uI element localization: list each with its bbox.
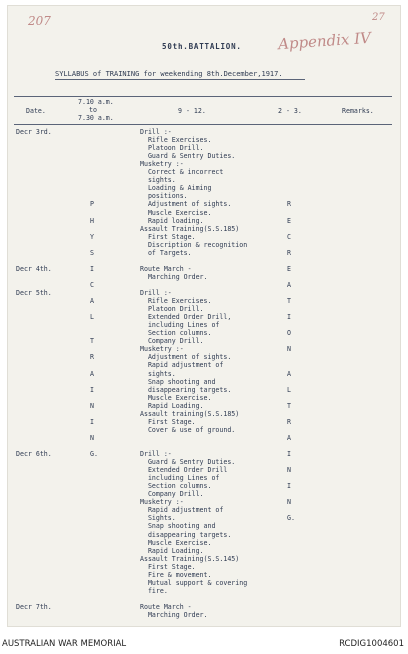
- title-underline: [55, 79, 305, 80]
- col-header-time-end: 7.30 a.m.: [78, 114, 114, 122]
- table-header-rule: [14, 124, 392, 125]
- handwritten-folio-right: 27: [372, 12, 385, 23]
- row-entry: Muscle Exercise.: [140, 393, 212, 402]
- row-entry: Snap shooting and: [140, 522, 216, 531]
- row-entry: Drill :-: [140, 450, 172, 458]
- row-entry: Sights.: [140, 514, 176, 523]
- row-entry: Drill :-: [140, 289, 172, 297]
- row-entry: including Lines of: [140, 474, 220, 483]
- row-entry: Fire & movement.: [140, 570, 212, 579]
- col-header-time-start: 7.10 a.m.: [78, 98, 114, 106]
- row-right-word: G.: [287, 514, 295, 523]
- row-right-word: I: [287, 313, 291, 322]
- row-entry: Marching Order.: [140, 272, 208, 281]
- row-side-word: N: [90, 401, 94, 410]
- row-entry: Muscle Exercise.: [140, 208, 212, 217]
- row-date: Decr 3rd.: [16, 128, 52, 136]
- row-entry: Rapid loading.: [140, 216, 204, 225]
- row-right-word: E: [287, 216, 291, 225]
- row-entry: Musketry :-: [140, 345, 184, 354]
- archive-footer: [0, 630, 408, 654]
- row-right-word: I: [287, 450, 291, 458]
- row-side-word: C: [90, 280, 94, 289]
- row-entry: Route March -: [140, 602, 192, 611]
- handwritten-folio-left: 207: [28, 14, 51, 28]
- row-entry: Rapid Loading.: [140, 546, 204, 555]
- row-entry: Guard & Sentry Duties.: [140, 152, 236, 161]
- row-date: Decr 5th.: [16, 289, 52, 297]
- footer-record-id: RCDIG1004601: [339, 639, 404, 649]
- row-side-word: L: [90, 313, 94, 322]
- col-header-date: Date.: [26, 107, 46, 115]
- row-side-word: I: [90, 417, 94, 426]
- row-right-word: R: [287, 248, 291, 257]
- row-entry: Loading & Aiming: [140, 184, 212, 193]
- row-side-word: R: [90, 353, 94, 362]
- row-right-word: N: [287, 345, 291, 354]
- row-right-word: E: [287, 264, 291, 273]
- row-entry: Cover & use of ground.: [140, 425, 236, 434]
- row-side-word: A: [90, 369, 94, 378]
- row-right-word: C: [287, 232, 291, 241]
- row-date: Decr 4th.: [16, 264, 52, 273]
- row-date: Decr 6th.: [16, 450, 52, 458]
- col-header-time-to: to: [89, 106, 97, 114]
- row-entry: positions.: [140, 192, 188, 201]
- row-entry: Platoon Drill.: [140, 305, 204, 314]
- row-side-word: S: [90, 248, 94, 257]
- row-entry: Company Drill.: [140, 490, 204, 499]
- row-entry: disappearing targets.: [140, 530, 232, 539]
- row-right-word: T: [287, 401, 291, 410]
- row-entry: including Lines of: [140, 321, 220, 330]
- row-entry: of Targets.: [140, 248, 192, 257]
- row-entry: Musketry :-: [140, 498, 184, 507]
- row-entry: disappearing targets.: [140, 385, 232, 394]
- syllabus-title: SYLLABUS of TRAINING for weekending 8th.December,1917.: [55, 70, 283, 78]
- row-side-word: G.: [90, 450, 98, 458]
- row-entry: Rifle Exercises.: [140, 136, 212, 145]
- col-header-afternoon: 2 - 3.: [278, 107, 302, 115]
- row-entry: Adjustment of sights.: [140, 353, 232, 362]
- row-entry: sights.: [140, 369, 176, 378]
- row-right-word: L: [287, 385, 291, 394]
- row-right-word: I: [287, 482, 291, 491]
- row-entry: Company Drill.: [140, 337, 204, 346]
- row-entry: Discription & recognition: [140, 240, 248, 249]
- row-entry: Drill :-: [140, 128, 172, 136]
- row-side-word: Y: [90, 232, 94, 241]
- row-date: Decr 7th.: [16, 602, 52, 611]
- row-side-word: N: [90, 433, 94, 442]
- table-top-rule: [14, 96, 392, 97]
- row-entry: Assault training(S.S.185): [140, 409, 240, 418]
- row-entry: fire.: [140, 586, 168, 595]
- row-entry: First Stage.: [140, 562, 196, 571]
- row-entry: Snap shooting and: [140, 377, 216, 386]
- row-entry: Platoon Drill.: [140, 144, 204, 153]
- col-header-remarks: Remarks.: [342, 107, 374, 115]
- row-entry: Rapid adjustment of: [140, 506, 224, 515]
- row-entry: Guard & Sentry Duties.: [140, 458, 236, 467]
- row-entry: Assault Training(S.S.185): [140, 224, 240, 233]
- row-entry: Assault Training(S.S.145): [140, 554, 240, 563]
- row-entry: Musketry :-: [140, 160, 184, 169]
- row-entry: Route March -: [140, 264, 192, 273]
- row-right-word: A: [287, 433, 291, 442]
- row-entry: Extended Order Drill,: [140, 313, 232, 322]
- row-entry: Rifle Exercises.: [140, 297, 212, 306]
- row-right-word: R: [287, 200, 291, 209]
- row-entry: Rapid adjustment of: [140, 361, 224, 370]
- row-right-word: O: [287, 329, 291, 338]
- row-side-word: P: [90, 200, 94, 209]
- row-entry: Extended Order Drill: [140, 466, 228, 475]
- row-right-word: R: [287, 417, 291, 426]
- row-right-word: A: [287, 369, 291, 378]
- row-side-word: T: [90, 337, 94, 346]
- row-right-word: N: [287, 498, 291, 507]
- row-side-word: I: [90, 385, 94, 394]
- col-header-morning: 9 - 12.: [178, 107, 206, 115]
- handwritten-appendix-note: Appendix IV: [277, 28, 372, 54]
- battalion-title: 50th.BATTALION.: [162, 42, 242, 51]
- row-side-word: H: [90, 216, 94, 225]
- row-side-word: A: [90, 297, 94, 306]
- row-entry: Adjustment of sights.: [140, 200, 232, 209]
- row-entry: Section columns.: [140, 329, 212, 338]
- row-entry: Marching Order.: [140, 611, 208, 619]
- row-side-word: I: [90, 264, 94, 273]
- row-right-word: T: [287, 297, 291, 306]
- row-entry: Rapid Loading.: [140, 401, 204, 410]
- row-entry: sights.: [140, 176, 176, 185]
- row-entry: Muscle Exercise.: [140, 538, 212, 547]
- row-entry: First Stage.: [140, 417, 196, 426]
- row-entry: Correct & incorrect: [140, 168, 224, 177]
- row-right-word: A: [287, 280, 291, 289]
- row-entry: Mutual support & covering: [140, 578, 248, 587]
- row-right-word: N: [287, 466, 291, 475]
- footer-source-label: AUSTRALIAN WAR MEMORIAL: [2, 639, 127, 649]
- row-entry: Section columns.: [140, 482, 212, 491]
- row-entry: First Stage.: [140, 232, 196, 241]
